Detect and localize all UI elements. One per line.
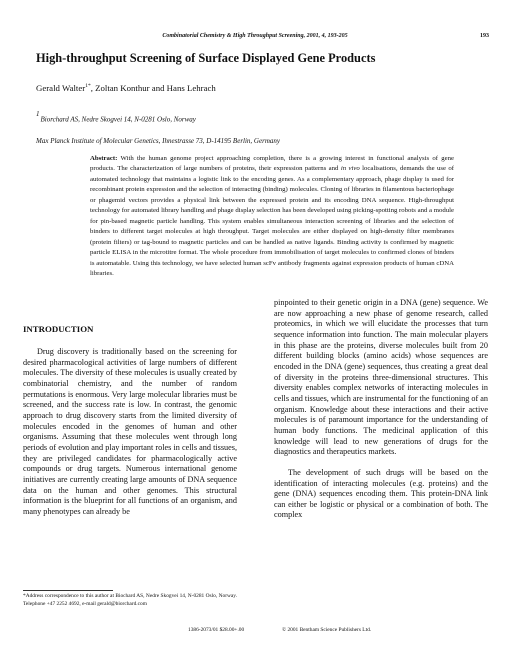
left-column <box>23 323 237 518</box>
abstract-label: Abstract: <box>90 155 118 162</box>
author-names-rest: , Zoltan Konthur and Hans Lehrach <box>90 82 216 93</box>
affiliation-1 <box>36 111 196 124</box>
running-head <box>0 30 510 42</box>
correspondence-footnote: *Address correspondence to this author at Biochard AS, Nedre Skogvei 14, N-0281 Oslo, Norway. Telephone +47 2252 4692, e-mail gerald@biorchard.com <box>23 593 237 607</box>
footnote-divider <box>23 590 113 591</box>
intro-paragraph-2: The development of such drugs will be based on the identification of interacting molecules (e.g. proteins) and the gene (DNA) sequences encoding them. This protein-DNA link can either be logistic or physical or a combination of both. The complex <box>274 467 488 520</box>
intro-paragraph-1-continued: pinpointed to their genetic origin in a DNA (gene) sequence. We are now approaching a new phase of genome research, called proteomics, in which we will elucidate the processes that turn sequence information into function. The main molecular players in this phase are the proteins, diverse molecules built from 20 different building blocks (amino acids) whose sequences are encoded in the DNA (gene) sequences, thus creating a great deal of diversity in the proteins three-dimensional structures. This diversity enables complex networks of interacting molecules in cells and tissues, which are instrumental for the functioning of an organism. Knowledge about these interactions and their active molecules is of paramount importance for the understanding of human body functions. The medicinal application of this knowledge will lead to new generations of drugs for the diagnostics and therapeutics markets. <box>274 298 488 457</box>
right-column <box>274 298 488 521</box>
author-affiliation-mark: 1* <box>85 83 91 89</box>
author-names-first: Gerald Walter <box>36 82 86 93</box>
abstract <box>90 154 454 279</box>
section-heading-introduction: INTRODUCTION <box>23 324 94 334</box>
footer-issn: 1386-2073/01 $28.00+.00 <box>188 627 245 633</box>
article-title: High-throughput Screening of Surface Displayed Gene Products <box>36 51 376 65</box>
affiliation-2: Max Planck Institute of Molecular Genetics, Ihnestrasse 73, D-14195 Berlin, Germany <box>36 137 280 145</box>
affiliation-1-text: Biorchard AS, Nedre Skogvei 14, N-0281 Oslo, Norway <box>40 115 196 124</box>
journal-citation: Combinatorial Chemistry & High Throughput Screening, 2001, 4, 193-205 <box>162 33 348 39</box>
affiliation-1-mark: 1 <box>36 110 40 118</box>
intro-paragraph-1: Drug discovery is traditionally based on the screening for desired pharmacological activities of large numbers of different molecules. The diversity of these molecules is usually created by combinatorial chemistry, and the number of random permutations is enormous. Very large molecular libraries must be screened, and the success rate is low. In contrast, the genomic approach to drug discovery starts from the limited diversity of molecules encoded in the genomes of human and other organisms. Assuming that these molecules went through long periods of evolution and play important roles in cells and tissues, they are privileged candidates for pharmacologically active compounds or drug targets. Numerous international genome initiatives are currently creating large amounts of DNA sequence data on the human and other genomes. This structural information is the blueprint for all functions of an organism, and many phenotypes can already be <box>23 347 237 516</box>
page-number: 193 <box>480 33 489 39</box>
footer-copyright: © 2001 Bentham Science Publishers Ltd. <box>282 627 372 633</box>
abstract-text: With the human genome project approaching completion, there is a growing interest in functional analysis of gene products. The characterization of large numbers of proteins, their expression patterns and in vivo localisations, demands the use of automated technology that maintains a logistic link to the encoding genes. As a complementary approach, phage display is used for recombinant protein expression and the selection of interacting (binding) molecules. Cloning of libraries in filamentous bacteriophage or phagemid vectors provides a physical link between the expressed protein and its encoding DNA sequence. High-throughput technology for automated library handling and phage display selection has been developed using picking-spotting robots and a module for pin-based magnetic particle handling. This system enables simultaneous interaction screening of libraries and the selection of binders to different target molecules at high throughput. Target molecules are either displayed on high-density filter membranes (protein filters) or tag-bound to magnetic particles and can be handled as native ligands. Binding activity is confirmed by magnetic particle ELISA in the microtitre format. The whole procedure from immobilisation of target molecules to confirmed clones of binders is automatable. Using this technology, we have selected human scFv antibody fragments against expression products of human cDNA libraries. <box>90 155 454 277</box>
author-list <box>36 80 216 94</box>
